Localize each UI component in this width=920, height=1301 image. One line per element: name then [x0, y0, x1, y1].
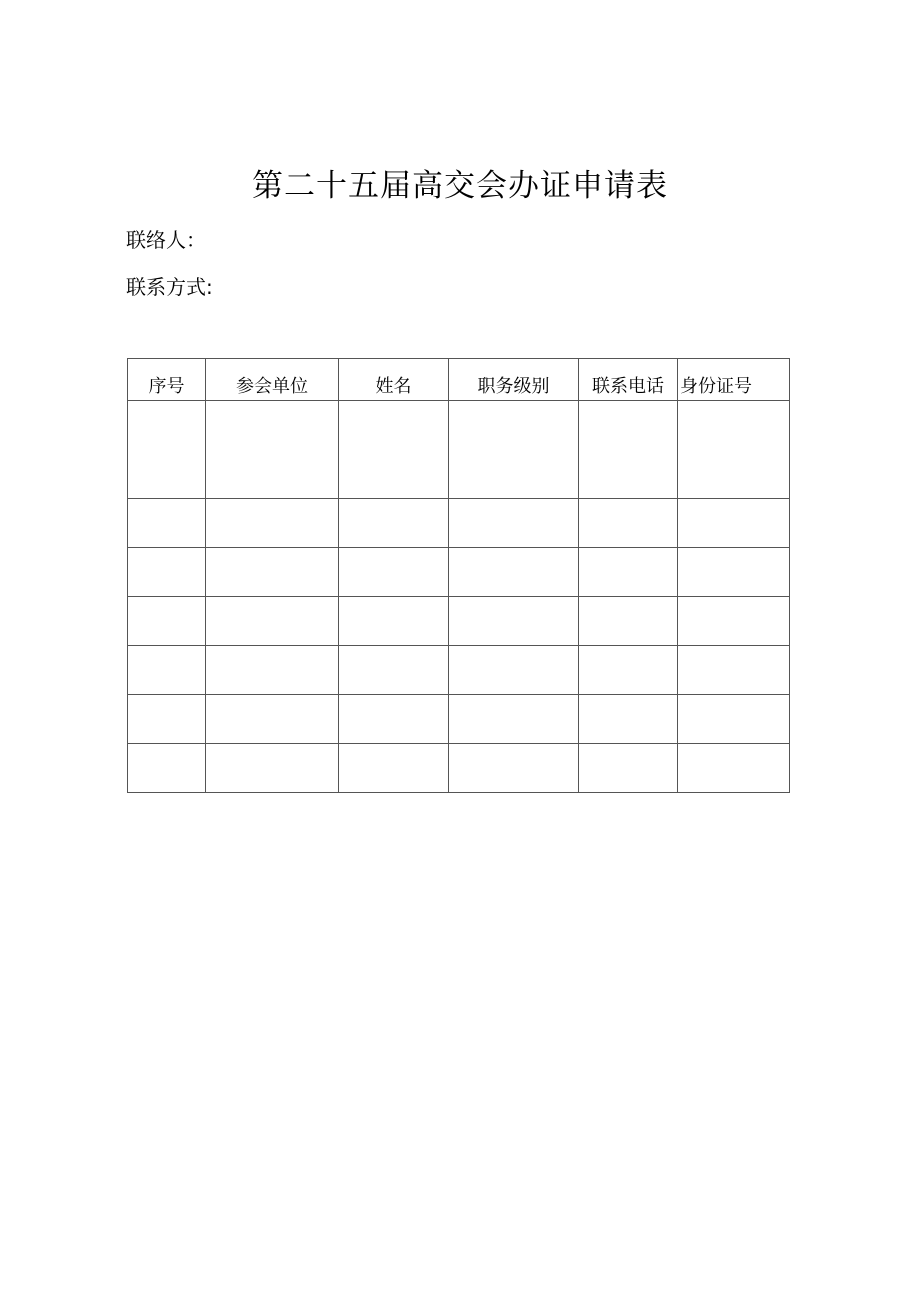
table-row: [128, 744, 790, 793]
header-name: 姓名: [339, 359, 449, 401]
table-cell[interactable]: [678, 597, 790, 646]
table-cell[interactable]: [579, 744, 678, 793]
table-cell[interactable]: [339, 401, 449, 499]
table-cell[interactable]: [579, 646, 678, 695]
table-cell[interactable]: [579, 597, 678, 646]
table-row: [128, 401, 790, 499]
table-cell[interactable]: [128, 744, 206, 793]
table-cell[interactable]: [206, 744, 339, 793]
table-cell[interactable]: [339, 744, 449, 793]
table-cell[interactable]: [206, 695, 339, 744]
table-cell[interactable]: [678, 499, 790, 548]
table-cell[interactable]: [678, 646, 790, 695]
table-cell[interactable]: [206, 548, 339, 597]
table-header-row: [128, 359, 790, 401]
table-cell[interactable]: [128, 695, 206, 744]
table-cell[interactable]: [579, 401, 678, 499]
table-cell[interactable]: [128, 499, 206, 548]
table-cell[interactable]: [579, 548, 678, 597]
table-cell[interactable]: [449, 401, 579, 499]
header-organization: 参会单位: [206, 359, 339, 401]
contact-method-label: 联系方式:: [126, 275, 213, 299]
application-table: [127, 358, 790, 793]
table-row: [128, 695, 790, 744]
table-cell[interactable]: [339, 499, 449, 548]
table-cell[interactable]: [449, 597, 579, 646]
table-row: [128, 548, 790, 597]
table-cell[interactable]: [579, 695, 678, 744]
table-cell[interactable]: [449, 499, 579, 548]
table-cell[interactable]: [449, 548, 579, 597]
table-cell[interactable]: [678, 695, 790, 744]
table-cell[interactable]: [579, 499, 678, 548]
table-cell[interactable]: [128, 646, 206, 695]
table-row: [128, 646, 790, 695]
table-cell[interactable]: [678, 744, 790, 793]
header-id-number: 身份证号: [678, 359, 790, 401]
table-cell[interactable]: [339, 597, 449, 646]
table-cell[interactable]: [128, 597, 206, 646]
table-cell[interactable]: [449, 744, 579, 793]
table-cell[interactable]: [339, 548, 449, 597]
table-cell[interactable]: [339, 695, 449, 744]
table-cell[interactable]: [678, 401, 790, 499]
header-position-level: 职务级别: [449, 359, 579, 401]
table-cell[interactable]: [206, 401, 339, 499]
table-cell[interactable]: [206, 646, 339, 695]
contact-person-label: 联络人：: [126, 228, 206, 252]
table-cell[interactable]: [128, 401, 206, 499]
header-phone: 联系电话: [579, 359, 678, 401]
table-cell[interactable]: [128, 548, 206, 597]
table-cell[interactable]: [206, 499, 339, 548]
document-title: 第二十五届高交会办证申请表: [252, 168, 668, 204]
table-row: [128, 499, 790, 548]
table-cell[interactable]: [678, 548, 790, 597]
header-serial-number: 序号: [128, 359, 206, 401]
table-cell[interactable]: [449, 695, 579, 744]
table-cell[interactable]: [449, 646, 579, 695]
table-cell[interactable]: [206, 597, 339, 646]
table-cell[interactable]: [339, 646, 449, 695]
table-row: [128, 597, 790, 646]
